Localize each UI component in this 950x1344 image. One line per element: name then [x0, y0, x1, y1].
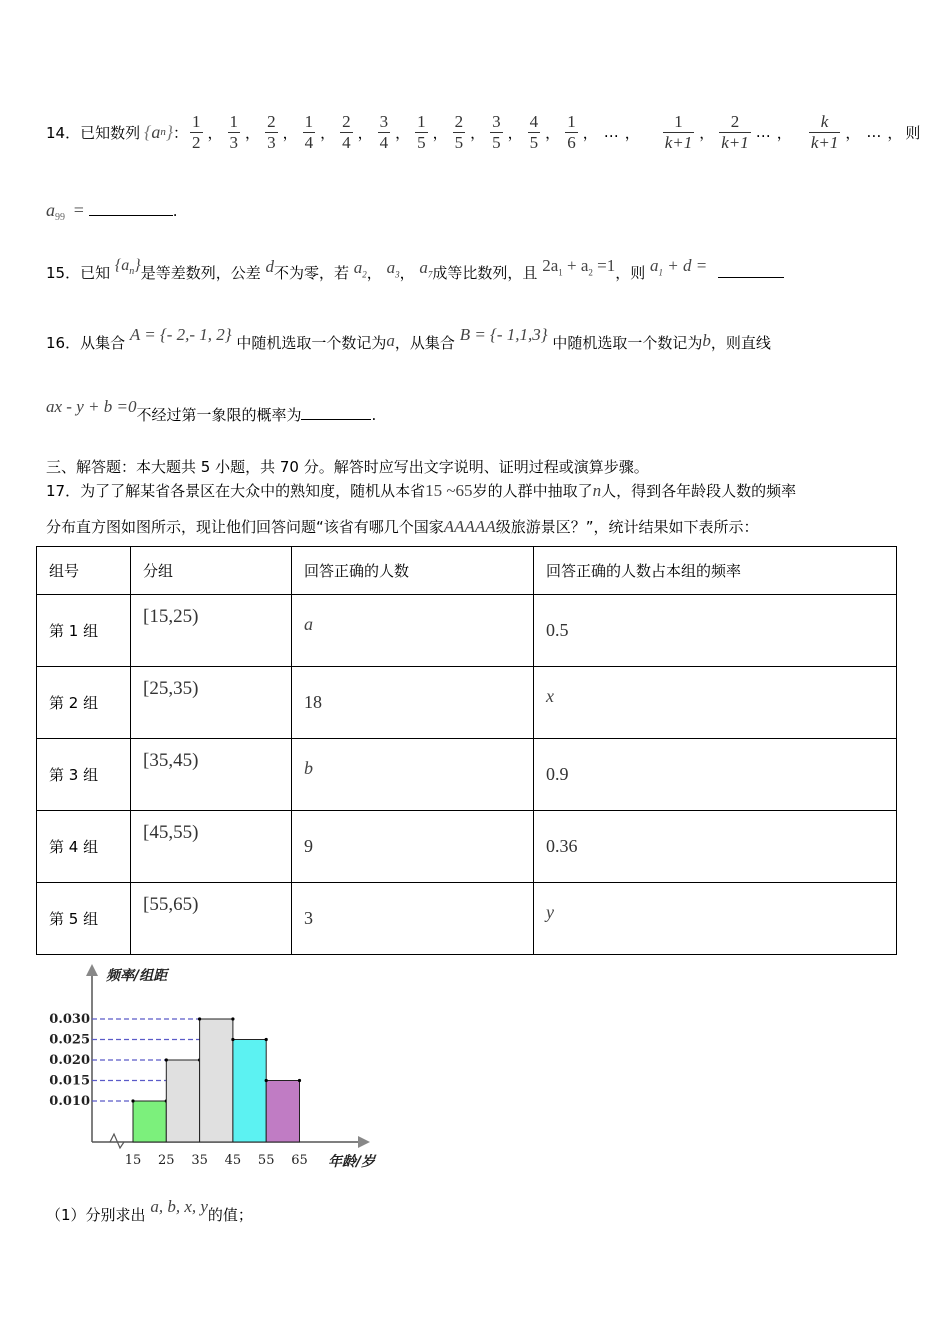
fraction [453, 112, 466, 153]
cell-interval: [55,65) [143, 893, 199, 915]
q14-answer-a: a [46, 200, 55, 220]
q17-text-5: 级旅游景区？”，统计结果如下表所示： [495, 518, 759, 536]
q14-seq-open: { [144, 121, 152, 142]
histogram-bar [166, 1060, 199, 1142]
q15-a3-name: a [386, 258, 396, 277]
q16-line-eq: ax - y + b =0 [46, 397, 137, 416]
fraction-numerator: 2 [267, 111, 276, 131]
q15-a3 [386, 258, 400, 280]
y-tick-label: 0.025 [49, 1032, 90, 1048]
fraction-denominator: 2 [192, 132, 201, 152]
x-tick-label: 55 [257, 1153, 275, 1168]
fraction-denominator: 5 [492, 132, 501, 152]
table-row [37, 667, 897, 739]
x-tick-label: 65 [291, 1153, 308, 1168]
histogram-bar [266, 1081, 299, 1143]
y-axis-label: 频率/组距 [106, 968, 168, 984]
bar-corner-dot [265, 1079, 268, 1082]
q14-ellipsis-2: … [755, 123, 771, 141]
fraction-comma: ， [357, 123, 373, 142]
fraction-numerator: 1 [674, 111, 683, 131]
cell-interval-td [131, 811, 292, 883]
q14-comma: ， [624, 123, 640, 142]
q15-line [46, 256, 784, 285]
fraction [528, 112, 541, 153]
fraction-comma: ， [320, 123, 336, 142]
cell-frequency: x [546, 686, 554, 706]
q17-line-1 [46, 480, 796, 501]
cell-frequency-td [534, 739, 897, 811]
general-fraction [719, 112, 751, 153]
q14-comma-4: ， [887, 123, 903, 142]
x-axis-arrow [358, 1136, 370, 1148]
q14-general-terms [643, 112, 753, 153]
fraction-denominator: 4 [342, 132, 351, 152]
q16-var-a: a [386, 331, 395, 350]
bar-corner-dot [231, 1017, 234, 1020]
q16-set-b: B = {- 1,1,3} [459, 325, 548, 344]
fraction-denominator: 3 [229, 132, 239, 152]
q15-answer-blank[interactable] [718, 277, 784, 278]
bar-corner-dot [298, 1079, 301, 1082]
q14-fraction-list [188, 112, 601, 153]
fraction [340, 112, 353, 153]
x-tick-label: 45 [224, 1153, 242, 1168]
q14-comma-3: ， [845, 123, 861, 142]
q15-text-5: ，则 [615, 264, 646, 282]
q14-ellipsis: … [603, 123, 619, 141]
fraction-comma: ， [699, 123, 715, 142]
fraction-denominator: k+1 [721, 132, 749, 152]
q15-number: 15． [46, 264, 81, 282]
axis-break [110, 1134, 124, 1148]
cell-interval: [35,45) [143, 749, 199, 771]
q16-set-a: A = {- 2,- 1, 2} [129, 325, 232, 344]
fraction-denominator: 4 [304, 132, 314, 152]
bar-corner-dot [265, 1038, 268, 1041]
cell-group-td [37, 595, 131, 667]
q15-text-1: 已知 [80, 264, 111, 282]
q14-seq-sub: n [160, 126, 166, 138]
fraction-denominator: 5 [454, 132, 464, 152]
header-interval: 分组 [131, 547, 292, 595]
q15-ask-a: a [650, 256, 659, 275]
q14-answer-eq: = [73, 200, 84, 220]
q16-text-6: 不经过第一象限的概率为 [136, 406, 302, 424]
cell-group-td [37, 883, 131, 955]
fraction [490, 112, 503, 153]
header-group-no: 组号 [37, 547, 131, 595]
cell-correct-td [292, 883, 534, 955]
q15-a3-sub: 3 [395, 269, 400, 280]
q16-number: 16． [46, 334, 81, 352]
y-axis-arrow [86, 964, 98, 976]
fraction-denominator: 5 [417, 132, 426, 152]
cell-group: 第 5 组 [49, 910, 99, 928]
table-row [37, 811, 897, 883]
table-header-row [37, 547, 897, 595]
q17-n: n [592, 481, 602, 500]
fraction-numerator: 1 [229, 111, 239, 131]
q17-sub-1-vars: a, b, x, y [150, 1197, 208, 1216]
x-tick-label: 35 [191, 1153, 208, 1168]
fraction [415, 112, 428, 153]
q15-comma-2: ， [399, 264, 415, 282]
q14-general-last-num: k [820, 111, 829, 131]
cell-correct-td [292, 811, 534, 883]
q16-period: . [371, 406, 377, 424]
cell-correct: b [304, 758, 313, 778]
q14-seq-close: } [165, 121, 174, 142]
fraction [303, 112, 316, 153]
general-fraction [663, 112, 695, 153]
cell-frequency-td [534, 667, 897, 739]
fraction [228, 112, 241, 153]
fraction-numerator: 3 [492, 111, 501, 131]
fraction-comma: ， [207, 123, 223, 142]
q15-cond-part-1: 2a [542, 256, 559, 275]
q17-sub-1-label: （1）分别求出 [46, 1206, 146, 1224]
fraction-comma: ， [245, 123, 261, 142]
q17-number: 17． [46, 482, 81, 500]
cell-frequency: 0.9 [546, 764, 569, 784]
fraction-comma: ， [432, 123, 448, 142]
q14-colon: ： [173, 123, 189, 142]
q16-answer-blank[interactable] [301, 419, 371, 420]
cell-group: 第 4 组 [49, 838, 99, 856]
cell-frequency-td [534, 595, 897, 667]
table-row [37, 739, 897, 811]
q16-line-1 [46, 325, 771, 353]
q14-comma-2: ， [776, 123, 792, 142]
q15-seq-name: {a [114, 257, 130, 274]
cell-interval: [45,55) [143, 821, 199, 843]
q16-text-4: 中随机选取一个数记为 [552, 334, 703, 352]
fraction-comma: ， [470, 123, 486, 142]
cell-interval: [25,35) [143, 677, 199, 699]
fraction-denominator: k+1 [664, 132, 693, 152]
q17-sub-1 [46, 1197, 253, 1225]
q15-cond-part-3: =1 [592, 256, 616, 275]
q14-ellipsis-3: … [866, 123, 882, 141]
q15-a7 [419, 258, 433, 280]
x-axis-label: 年龄/岁 [328, 1154, 376, 1170]
fraction-denominator: 3 [267, 132, 276, 152]
q17-text-2: 岁的人群中抽取了 [472, 482, 593, 500]
fraction-numerator: 1 [192, 111, 201, 131]
q15-condition [542, 256, 616, 278]
fraction-comma: ， [507, 123, 523, 142]
histogram-bar [200, 1019, 233, 1142]
y-tick-label: 0.015 [49, 1073, 90, 1089]
q15-text-4: 成等比数列，且 [432, 264, 538, 282]
y-tick-label: 0.010 [49, 1094, 90, 1109]
q15-ask [650, 256, 708, 278]
histogram-bar [233, 1040, 266, 1143]
fraction-comma: ， [545, 123, 561, 142]
q14-answer [46, 200, 178, 223]
q15-ask-sub: 1 [658, 267, 664, 278]
q15-cond-part-2: + a [562, 256, 589, 275]
fraction-numerator: 1 [567, 111, 576, 131]
cell-interval-td [131, 739, 292, 811]
q17-text-4: 分布直方图如图所示，现让他们回答问题“该省有哪几个国家 [46, 518, 444, 536]
y-tick-label: 0.030 [49, 1012, 90, 1027]
fraction-denominator: 5 [529, 132, 539, 152]
cell-group: 第 2 组 [49, 694, 99, 712]
table-body [37, 595, 897, 955]
cell-correct-td [292, 667, 534, 739]
q15-text-3: 不为零，若 [274, 264, 350, 282]
cell-frequency: 0.36 [546, 836, 578, 856]
q17-text-3: 人，得到各年龄段人数的频率 [601, 482, 797, 500]
q17-aaaaa: AAAAA [443, 517, 496, 536]
cell-interval-td [131, 883, 292, 955]
q14-period: . [172, 202, 178, 220]
cell-frequency-td [534, 811, 897, 883]
cell-frequency-td [534, 883, 897, 955]
q15-a7-sub: 7 [427, 269, 433, 280]
q15-a2-sub: 2 [362, 269, 367, 280]
fraction-numerator: 2 [342, 111, 351, 131]
fraction-numerator: 1 [304, 111, 314, 131]
cell-correct: 9 [304, 836, 313, 856]
cell-correct: 3 [304, 908, 313, 928]
fraction-numerator: 3 [379, 111, 389, 131]
cell-group-td [37, 811, 131, 883]
q16-var-b: b [702, 331, 711, 350]
q16-text-3: ，从集合 [394, 334, 455, 352]
q15-ask-end: + d = [663, 256, 708, 275]
q17-table [36, 546, 897, 955]
q15-cond-sub-1: 1 [558, 267, 563, 278]
q15-a7-name: a [419, 258, 428, 277]
q14-general-last-den: k+1 [810, 132, 839, 152]
q14-seq-name: a [151, 121, 161, 142]
q15-a2 [353, 258, 367, 280]
fraction-comma: ， [582, 123, 598, 142]
q16-text-1: 从集合 [80, 334, 126, 352]
fraction-numerator: 2 [730, 111, 740, 131]
header-correct: 回答正确的人数 [292, 547, 534, 595]
cell-interval: [15,25) [143, 605, 199, 627]
q14-answer-sub: 99 [55, 212, 65, 223]
table-row [37, 595, 897, 667]
q14-number: 14． [46, 123, 81, 142]
q14-answer-blank[interactable] [89, 215, 173, 216]
q15-seq-sub: n [129, 266, 135, 278]
q16-line-2 [46, 397, 377, 425]
cell-group-td [37, 739, 131, 811]
q15-a2-name: a [353, 258, 363, 277]
fraction [265, 112, 278, 153]
cell-interval-td [131, 667, 292, 739]
q14-then: 则 [905, 123, 921, 142]
bar-corner-dot [198, 1017, 201, 1020]
cell-group: 第 1 组 [49, 622, 99, 640]
cell-interval-td [131, 595, 292, 667]
x-tick-label: 15 [124, 1153, 142, 1168]
q15-d: d [265, 257, 274, 276]
q15-seq-close: } [134, 257, 141, 274]
table-row [37, 883, 897, 955]
q15-seq [114, 257, 141, 278]
fraction-denominator: 4 [379, 132, 389, 152]
fraction-comma: ， [282, 123, 298, 142]
fraction-denominator: 6 [567, 132, 576, 152]
bar-corner-dot [231, 1038, 234, 1041]
q14-general-last [809, 112, 841, 153]
cell-group-td [37, 667, 131, 739]
bar-corner-dot [165, 1058, 168, 1061]
fraction-numerator: 2 [454, 111, 464, 131]
cell-correct: 18 [304, 692, 322, 712]
q17-line-2 [46, 516, 758, 537]
x-tick-label: 25 [158, 1153, 175, 1168]
histogram-bar [133, 1101, 166, 1142]
header-frequency: 回答正确的人数占本组的频率 [534, 547, 897, 595]
cell-correct-td [292, 595, 534, 667]
cell-frequency: y [546, 902, 554, 922]
cell-group: 第 3 组 [49, 766, 99, 784]
q14-line [46, 102, 920, 162]
q14-lead: 已知数列 [80, 123, 141, 142]
cell-frequency: 0.5 [546, 620, 569, 640]
q17-text-1: 为了了解某省各景区在大众中的熟知度，随机从本省 [80, 482, 426, 500]
fraction [190, 112, 203, 153]
fraction-numerator: 4 [529, 111, 539, 131]
q16-text-5: ，则直线 [710, 334, 771, 352]
bar-corner-dot [131, 1099, 134, 1102]
q17-range: 15 ~65 [425, 481, 473, 500]
cell-correct-td [292, 739, 534, 811]
fraction-numerator: 1 [417, 111, 426, 131]
fraction [565, 112, 578, 153]
q15-text-2: 是等差数列，公差 [140, 264, 261, 282]
q17-sub-1-end: 的值； [207, 1206, 253, 1224]
fraction-comma: ， [395, 123, 411, 142]
cell-correct: a [304, 614, 313, 634]
q16-text-2: 中随机选取一个数记为 [236, 334, 387, 352]
section-3-title: 三、解答题：本大题共 5 小题，共 70 分。解答时应写出文字说明、证明过程或演算步骤。 [46, 458, 649, 476]
histogram [40, 958, 440, 1178]
y-tick-label: 0.020 [49, 1053, 90, 1068]
q15-cond-sub-2: 2 [588, 267, 593, 278]
fraction [378, 112, 391, 153]
q15-comma-1: ， [366, 264, 382, 282]
